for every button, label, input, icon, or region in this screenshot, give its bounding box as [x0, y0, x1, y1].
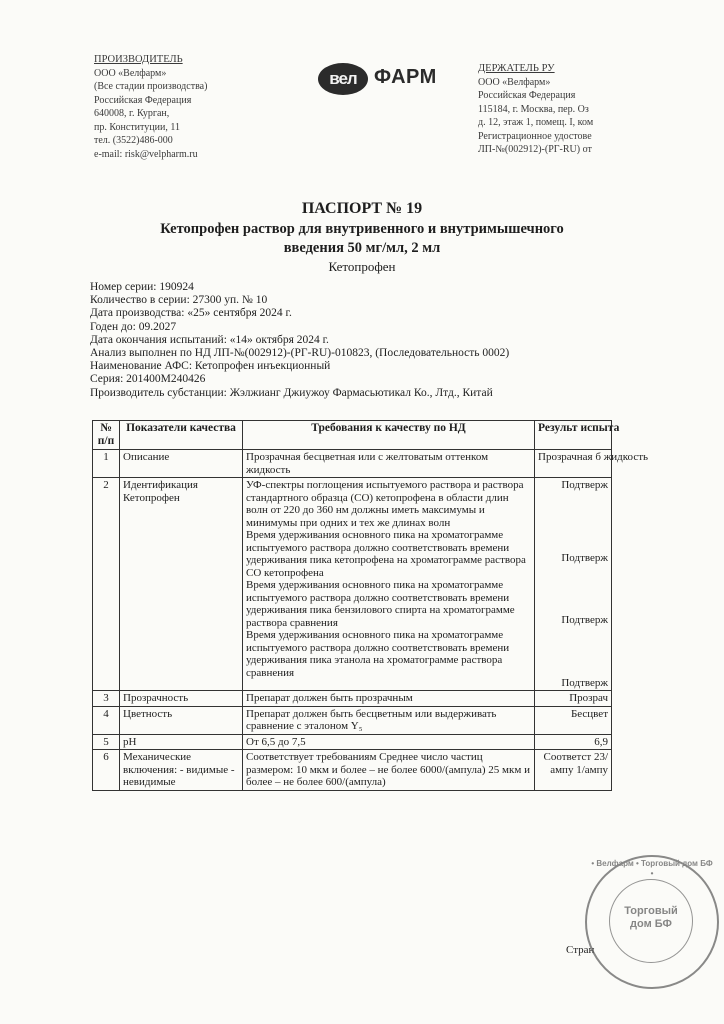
row-result — [535, 478, 612, 691]
row-requirement: Прозрачная бесцветная или с желтоватым оттенком жидкость — [243, 450, 535, 478]
requirement-ethanol: Время удерживания основного пика на хроматограмме испытуемого раствора должно соответствовать времени удерживания пика этанола на хроматограмме раствора сравнения — [246, 629, 510, 679]
stamp-center-text: Торговый дом БФ — [624, 905, 678, 930]
logo-word: ФАРМ — [374, 66, 437, 88]
passport-title: ПАСПОРТ № 19 — [301, 200, 423, 217]
footer-text: Стран — [566, 944, 595, 956]
table-row — [93, 478, 612, 691]
inn-name: Кетопрофен — [328, 259, 396, 274]
row-num: 5 — [93, 734, 120, 750]
row-num: 1 — [93, 450, 120, 478]
result-benzyl: Подтверж — [561, 614, 608, 626]
product-name-line2: введения 50 мг/мл, 2 мл — [283, 240, 441, 256]
manufacturer-line: Российская Федерация — [94, 94, 192, 106]
table-header-row — [93, 421, 612, 450]
round-stamp — [585, 855, 719, 989]
row-indicator: Цветность — [120, 706, 243, 734]
requirement-uv: УФ-спектры поглощения испытуемого раствора и раствора стандартного образца (СО) кетопрофена в области длин волн от 220 до 360 нм должны иметь максимумы и минимумы при одних и тех же длинах волн — [246, 479, 524, 529]
table-row — [93, 691, 612, 707]
holder-line: ЛП-№(002912)-(РГ-RU) от — [478, 144, 592, 155]
row-requirement: Препарат должен быть прозрачным — [243, 691, 535, 707]
table-row — [93, 734, 612, 750]
manufacturer-line: ООО «Велфарм» — [94, 67, 167, 79]
manufacturer-block — [94, 53, 207, 161]
result-uv: Подтверж — [561, 479, 608, 491]
requirement-benzyl-alcohol: Время удерживания основного пика на хроматограмме испытуемого раствора должно соответствовать времени удерживания пика бензилового спирта на хроматограмме раствора сравнения — [246, 579, 515, 629]
row-num: 3 — [93, 691, 120, 707]
row-result: Прозрач — [535, 691, 612, 707]
row-requirement — [243, 478, 535, 691]
row-num: 2 — [93, 478, 120, 691]
company-logo — [318, 63, 470, 95]
manufacturer-heading: ПРОИЗВОДИТЕЛЬ — [94, 54, 183, 65]
header-num: № п/п — [93, 421, 120, 450]
header-result: Результ испыта — [535, 421, 612, 450]
row-requirement: Препарат должен быть бесцветным или выдерживать сравнение с эталоном Y₅ — [243, 706, 535, 734]
manufacturer-email: e-mail: risk@velpharm.ru — [94, 148, 198, 160]
manufacturer-line: 640008, г. Курган, — [94, 108, 170, 119]
holder-line: ООО «Велфарм» — [478, 76, 551, 88]
manufacturer-line: (Все стадии производства) — [94, 81, 208, 92]
row-indicator: Прозрачность — [120, 691, 243, 707]
row-result: 6,9 — [535, 734, 612, 750]
requirement-hplc-ketoprofen: Время удерживания основного пика на хроматограмме испытуемого раствора должно соответствовать времени удерживания пика кетопрофена на хроматограмме раствора СО кетопрофена — [246, 529, 526, 579]
row-requirement: От 6,5 до 7,5 — [243, 734, 535, 750]
api-name: Наименование АФС: Кетопрофен инъекционный — [90, 360, 331, 373]
test-end-date: Дата окончания испытаний: «14» октября 2024 г. — [90, 333, 329, 346]
row-indicator: pH — [120, 734, 243, 750]
row-indicator: Идентификация Кетопрофен — [120, 478, 243, 691]
batch-quantity: Количество в серии: 27300 уп. № 10 — [90, 294, 268, 307]
manufacturer-line: тел. (3522)486-000 — [94, 135, 173, 146]
table-row — [93, 450, 612, 478]
row-num: 4 — [93, 706, 120, 734]
quality-table — [92, 420, 649, 791]
logo-mark: вел — [318, 63, 368, 95]
product-name-line1: Кетопрофен раствор для внутривенного и внутримышечного — [160, 221, 564, 237]
holder-line: Регистрационное удостове — [478, 130, 592, 142]
production-date: Дата производства: «25» сентября 2024 г. — [90, 307, 292, 320]
holder-heading: ДЕРЖАТЕЛЬ РУ — [478, 63, 555, 74]
manufacturer-line: пр. Конституции, 11 — [94, 121, 180, 133]
table-row — [93, 750, 612, 791]
expiry-date: Годен до: 09.2027 — [90, 320, 177, 333]
table-row — [93, 706, 612, 734]
result-ethanol: Подтверж — [561, 676, 608, 689]
row-requirement: Соответствует требованиям Среднее число частиц размером: 10 мкм и более – не более 6000/(ампула) 25 мкм и более – не более 600/(ампула) — [243, 750, 535, 791]
analysis-standard: Анализ выполнен по НД ЛП-№(002912)-(РГ-RU)-010823, (Последовательность 0002) — [90, 347, 510, 360]
row-indicator: Описание — [120, 450, 243, 478]
holder-line: 115184, г. Москва, пер. Оз — [478, 103, 589, 115]
api-series: Серия: 201400M240426 — [90, 373, 206, 386]
row-result: Прозрачная б жидкость — [535, 450, 612, 478]
stamp-ring-text: • Велфарм • Торговый дом БФ • — [591, 859, 713, 878]
row-indicator: Механические включения: - видимые - невидимые — [120, 750, 243, 791]
row-num: 6 — [93, 750, 120, 791]
batch-info — [90, 281, 610, 400]
api-manufacturer: Производитель субстанции: Жэлжианг Джиужоу Фармасьютикал Ко., Лтд., Китай — [90, 386, 493, 399]
row-result: Бесцвет — [535, 706, 612, 734]
result-hplc: Подтверж — [561, 551, 608, 564]
holder-line: д. 12, этаж 1, помещ. I, ком — [478, 117, 594, 128]
holder-line: Российская Федерация — [478, 90, 576, 101]
row-result: Соответст 23/ампу 1/ампу — [535, 750, 612, 791]
header-requirement: Требования к качеству по НД — [243, 421, 535, 450]
header-indicator: Показатели качества — [120, 421, 243, 450]
holder-block — [478, 62, 724, 157]
batch-number: Номер серии: 190924 — [90, 281, 194, 293]
